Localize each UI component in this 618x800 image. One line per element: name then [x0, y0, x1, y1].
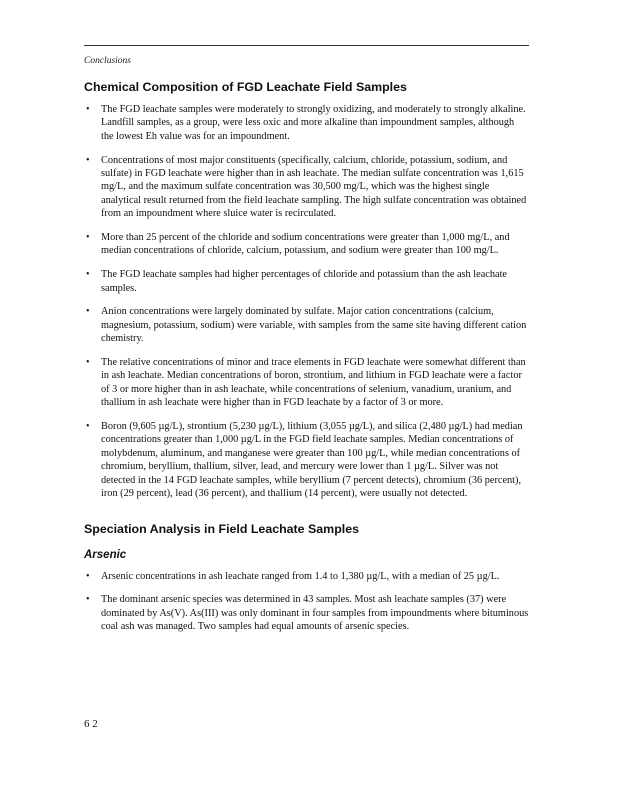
list-item: [84, 103, 529, 143]
list-item-text: The FGD leachate samples had higher percentages of chloride and potassium than the ash leachate samples.: [101, 269, 508, 294]
section-heading-speciation-analysis: Speciation Analysis in Field Leachate Samples: [84, 521, 359, 536]
bullet-list-chemical-composition: [84, 103, 529, 501]
list-item: [84, 154, 529, 221]
page-content: [84, 80, 529, 644]
list-item-text: The relative concentrations of minor and trace elements in FGD leachate were somewhat different than in ash leachate. Median concentrations of boron, strontium, and lithium in FGD leachate were a factor of 3 or more higher than in ash leachate, while concentrations of selenium, vanadium, uranium, and thallium in ash leachate were higher than in FGD leachate by a factor of 3 or more.: [101, 357, 526, 409]
page-number: 6 2: [84, 718, 98, 730]
list-item-text: Concentrations of most major constituents (specifically, calcium, chloride, potassium, sodium, and sulfate) in FGD leachate were higher than in ash leachate. The median sulfate concentration was 1,615 mg/L, and the maximum sulfate concentration was 30,500 mg/L, which was the highest single analytical result returned from the field leachate sampling. The high sulfate concentration was obtained from an impoundment where sluice water is recirculated.: [101, 154, 527, 220]
bullet-icon: •: [86, 306, 90, 318]
list-item-text: Boron (9,605 µg/L), strontium (5,230 µg/L), lithium (3,055 µg/L), and silica (2,480 µg/L) had median concentrations greater than 1,000 µg/L in the FGD field leachate samples. Median concentrations of molybdenum, aluminum, and manganese were greater than 100 µg/L, while median concentrations of chromium, beryllium, thallium, silver, lead, and mercury were lower than 1 µg/L. Silver was not detected in the 14 FGD leachate samples, while beryllium (7 percent detects), chromium (36 percent), iron (29 percent), lead (36 percent), and thallium (14 percent), were usually not detected.: [101, 421, 523, 500]
bullet-icon: •: [86, 421, 90, 433]
header-rule: [84, 45, 529, 46]
bullet-icon: •: [86, 594, 90, 606]
bullet-icon: •: [86, 570, 90, 582]
list-item: [84, 268, 529, 295]
list-item-text: The FGD leachate samples were moderately to strongly oxidizing, and moderately to strongly alkaline. Landfill samples, as a group, were less oxic and more alkaline than impoundment samples, although the lowest Eh value was for an impoundment.: [101, 104, 526, 142]
list-item-text: Anion concentrations were largely dominated by sulfate. Major cation concentrations (calcium, magnesium, potassium, sodium) were variable, with samples from the same site having different cation chemistry.: [101, 306, 527, 345]
running-header: Conclusions: [84, 56, 131, 66]
bullet-icon: •: [86, 269, 90, 281]
bullet-list-arsenic: [84, 570, 529, 634]
bullet-icon: •: [86, 154, 90, 166]
section-heading-chemical-composition: Chemical Composition of FGD Leachate Field Samples: [84, 80, 407, 94]
list-item-text: More than 25 percent of the chloride and sodium concentrations were greater than 1,000 mg/L, and median concentrations of chloride, calcium, potassium, and sodium were greater than 100 mg/L.: [101, 232, 510, 257]
list-item-text: The dominant arsenic species was determined in 43 samples. Most ash leachate samples (37) were dominated by As(V). As(III) was only dominant in four samples from impoundments where bituminous coal ash was managed. Two samples had equal amounts of arsenic species.: [101, 594, 529, 633]
list-item: [84, 305, 529, 345]
bullet-icon: •: [86, 357, 90, 369]
bullet-icon: •: [86, 232, 90, 244]
subsection-heading-arsenic: Arsenic: [84, 548, 127, 561]
list-item: [84, 570, 529, 583]
list-item: [84, 593, 529, 633]
list-item: [84, 420, 529, 500]
list-item: [84, 231, 529, 258]
bullet-icon: •: [86, 104, 90, 115]
list-item: [84, 356, 529, 410]
list-item-text: Arsenic concentrations in ash leachate ranged from 1.4 to 1,380 µg/L, with a median of 25 µg/L.: [101, 570, 500, 582]
